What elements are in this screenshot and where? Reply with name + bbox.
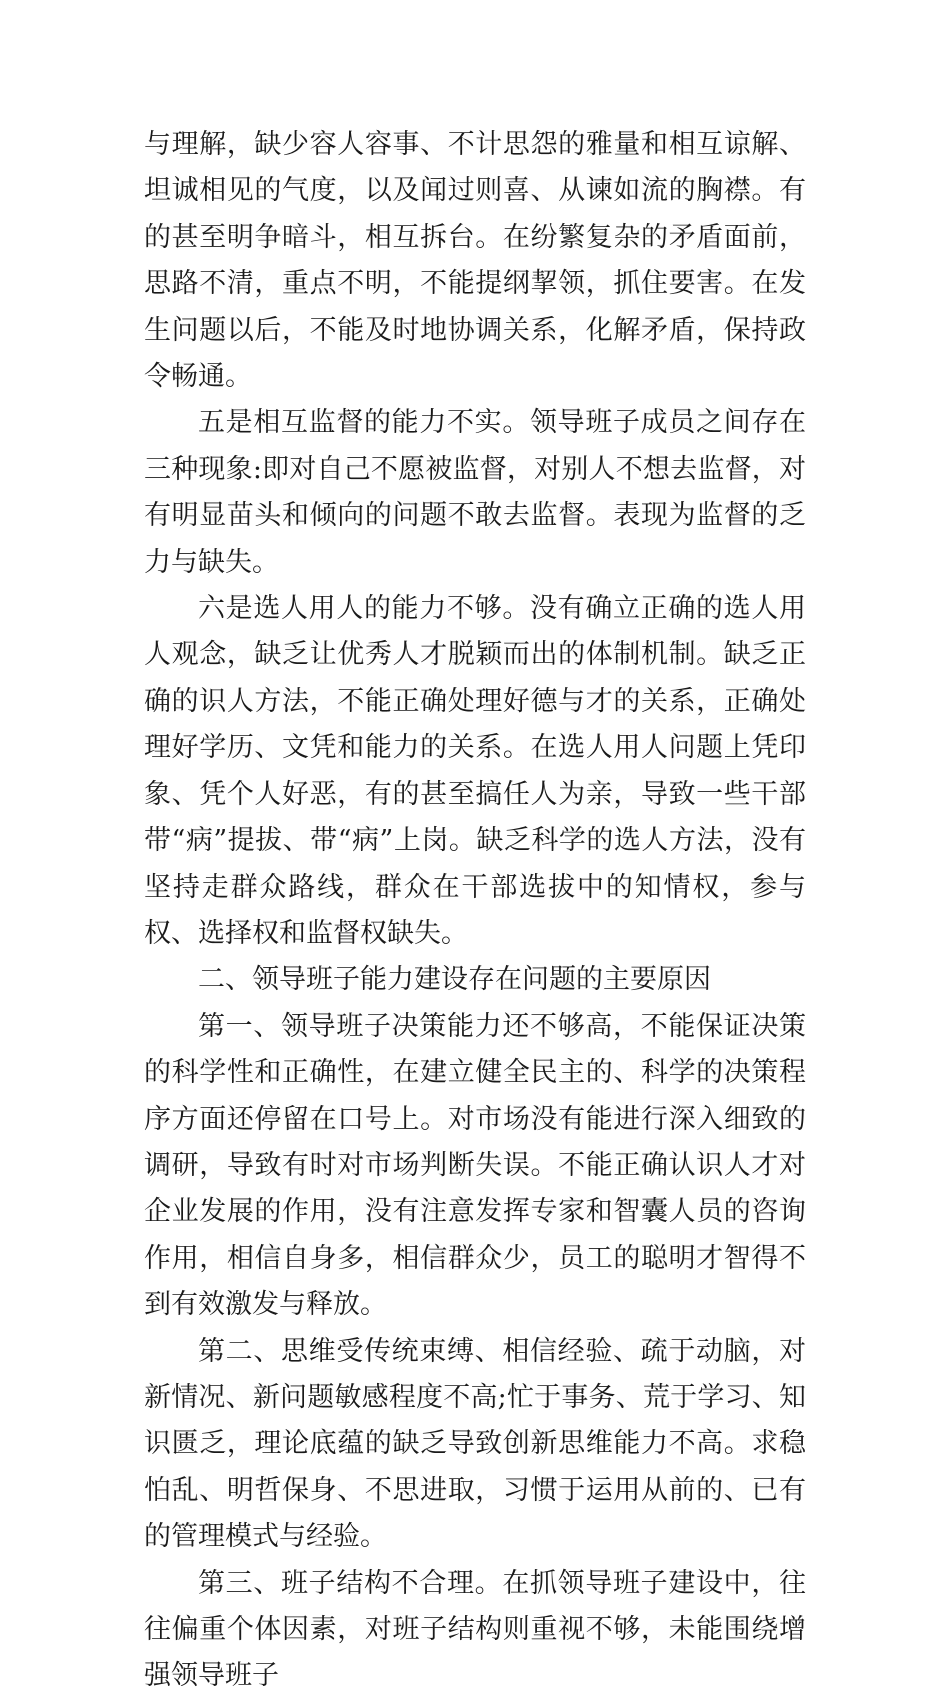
paragraph-personnel-selection: 六是选人用人的能力不够。没有确立正确的选人用人观念，缺乏让优秀人才脱颖而出的体制机制。缺乏正确的识人方法，不能正确处理好德与才的关系，正确处理好学历、文凭和能力的关系。在选人用人问题上凭印象、凭个人好恶，有的甚至搞任人为亲，导致一些干部带“病”提拔、带“病”上岗。缺乏科学的选人方法，没有坚持走群众路线，群众在干部选拔中的知情权，参与权、选择权和监督权缺失。 — [144, 593, 806, 949]
paragraph-third-cause: 第三、班子结构不合理。在抓领导班子建设中，往往偏重个体因素，对班子结构则重视不够，未能围绕增强领导班子 — [144, 1567, 806, 1692]
paragraph-first-cause: 第一、领导班子决策能力还不够高，不能保证决策的科学性和正确性，在建立健全民主的、科学的决策程序方面还停留在口号上。对市场没有能进行深入细致的调研，导致有时对市场判断失误。不能正确认识人才对企业发展的作用，没有注意发挥专家和智囊人员的咨询作用，相信自身多，相信群众少，员工的聪明才智得不到有效激发与释放。 — [144, 1010, 806, 1321]
document-body — [144, 122, 806, 1700]
paragraph-mutual-supervision: 五是相互监督的能力不实。领导班子成员之间存在三种现象:即对自己不愿被监督，对别人不想去监督，对有明显苗头和倾向的问题不敢去监督。表现为监督的乏力与缺失。 — [144, 407, 806, 578]
paragraph-second-cause: 第二、思维受传统束缚、相信经验、疏于动脑，对新情况、新问题敏感程度不高;忙于事务、荒于学习、知识匮乏，理论底蕴的缺乏导致创新思维能力不高。求稳怕乱、明哲保身、不思进取，习惯于运用从前的、已有的管理模式与经验。 — [144, 1335, 806, 1553]
paragraph-continuation: 与理解，缺少容人容事、不计思怨的雅量和相互谅解、坦诚相见的气度，以及闻过则喜、从谏如流的胸襟。有的甚至明争暗斗，相互拆台。在纷繁复杂的矛盾面前，思路不清，重点不明，不能提纲挈领，抓住要害。在发生问题以后，不能及时地协调关系，化解矛盾，保持政令畅通。 — [144, 129, 806, 393]
section-heading-main-causes: 二、领导班子能力建设存在问题的主要原因 — [198, 964, 711, 996]
